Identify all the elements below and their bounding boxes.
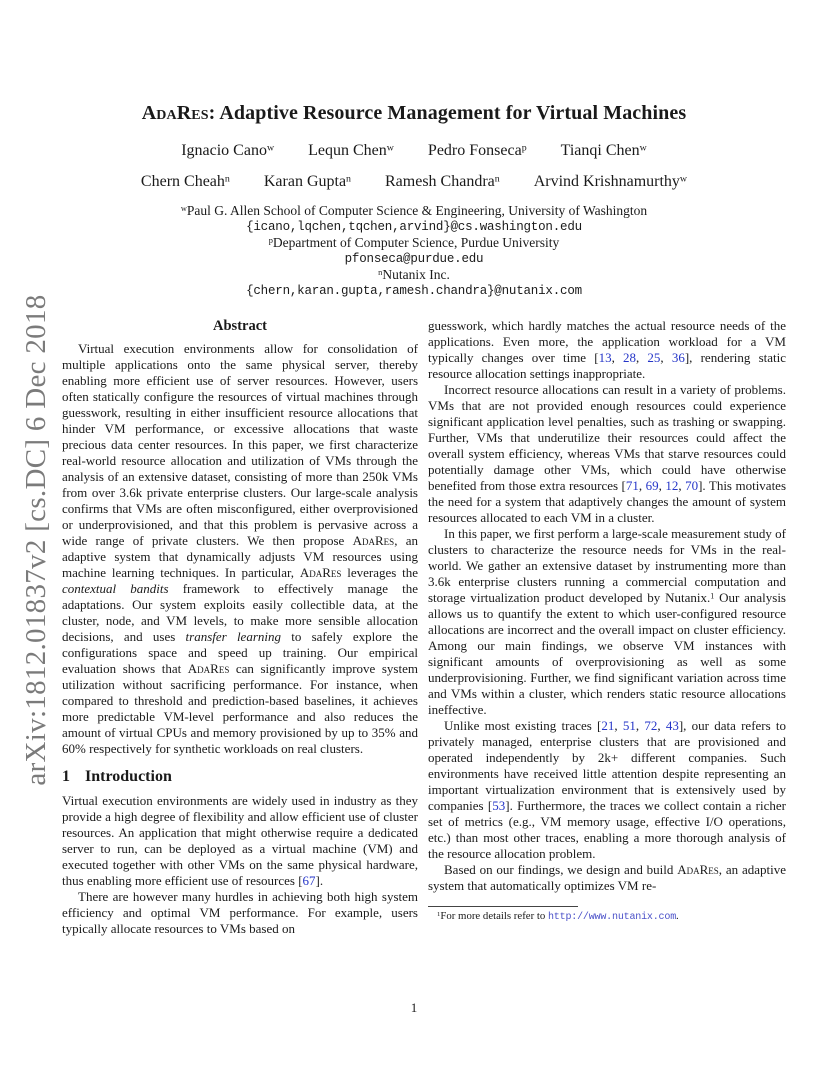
footnote-rule — [428, 906, 578, 907]
paper-header — [52, 0, 776, 299]
citation-link[interactable]: 13 — [598, 350, 612, 365]
body-paragraph: guesswork, which hardly matches the actual resource needs of the applications. Even more, the application workload for a VM typically changes over time [13, 28, 25, 36], rendering static resource allocation settings inappropriate. — [428, 318, 787, 381]
section-heading-introduction — [62, 769, 418, 785]
citation-link[interactable]: 71 — [625, 478, 639, 493]
footnote-url-link[interactable]: http://www.nutanix.com — [547, 912, 677, 923]
citation-link[interactable]: 36 — [671, 350, 685, 365]
intro-paragraph-1: Virtual execution environments are widely used in industry as they provide a high degree of flexibility and allow efficient use of cluster resources. An application that might otherwise require a dedicated server to run, can be deployed as a virtual machine (VM) and executed together with other VMs on the same physical hardware, thus enabling more efficient use of resources [67]. — [62, 793, 418, 888]
author: Ignacio Cano$^w$ — [181, 142, 275, 159]
title-smallcaps: AdaRes — [141, 102, 209, 124]
author: Pedro Fonseca$^p$ — [427, 142, 527, 159]
adares-smallcaps: AdaRes — [677, 862, 719, 877]
footnote-marker[interactable]: 1 — [437, 911, 441, 918]
affiliation-line: $^p$Department of Computer Science, Purdue University — [268, 235, 560, 250]
author: Arvind Krishnamurthy$^w$ — [533, 173, 688, 190]
affiliation-mark: w — [386, 142, 394, 154]
affiliation-line: $^n$Nutanix Inc. — [378, 267, 450, 282]
body-paragraph: Unlike most existing traces [21, 51, 72, 43], our data refers to privately managed, enterprise clusters that are provisioned and operated independently by 2k+ different companies. Such environments have received little attention despite representing an important virtualization environment that is extensively used by companies [53]. Furthermore, the traces we collect contain a richer set of metrics (e.g., VM memory usage, effective I/O operations, etc.) than most other traces, enabling a more thorough analysis of the resource allocation problem. — [428, 718, 787, 861]
arxiv-watermark: arXiv:1812.01837v2 [cs.DC] 6 Dec 2018 — [20, 294, 52, 786]
affiliation-line: $^w$Paul G. Allen School of Computer Science & Engineering, University of Washington — [180, 203, 648, 218]
emphasis-text: transfer learning — [185, 629, 281, 644]
body-paragraph: In this paper, we first perform a large-scale measurement study of clusters to characterize the resource needs for VMs in the real-world. We gather an extensive dataset by instrumenting more than 3.6k enterprise clusters running a commercial computation and storage virtualization product developed by Nutanix.$^1$ Our analysis allows us to quantify the extent to which user-configured resource allocations are incorrect and the overall impact on cluster efficiency. Among our main findings, we observe VM instances with significant amounts of overprovisioning as well as some underprovisioning. Further, we find significant variation across time and VMs within a cluster, which renders static resource allocations ineffective. — [428, 526, 786, 717]
authors-row-1 — [52, 142, 776, 160]
author: Tianqi Chen$^w$ — [560, 142, 647, 159]
affiliation-mark: w — [679, 173, 688, 185]
affiliation-mark: w — [180, 204, 187, 214]
affiliation-mark: n — [346, 173, 351, 185]
adares-smallcaps: AdaRes — [352, 533, 395, 548]
citation-link[interactable]: 28 — [623, 350, 636, 365]
author: Lequn Chen$^w$ — [308, 142, 394, 159]
section-number: 1 — [62, 768, 70, 785]
affiliation-mark: w — [266, 142, 275, 154]
author: Karan Gupta$^n$ — [263, 173, 351, 190]
citation-link[interactable]: 21 — [601, 718, 615, 733]
body-paragraph: Incorrect resource allocations can result in a variety of problems. VMs that are not provided enough resources could experience significant application level penalties, such as trashing or swapping. Further, VMs that underutilize their resources could affect the overall system efficiency, whereas VMs that starve resources could potentially damage other VMs, which could have otherwise benefited from those extra resources [71, 69, 12, 70]. This motivates the need for a system that adaptively changes the amount of system resources allocated to each VM in a cluster. — [428, 382, 787, 525]
emphasis-text: contextual bandits — [62, 581, 169, 596]
citation-link[interactable]: 53 — [492, 798, 506, 813]
affiliation-mark: p — [521, 142, 527, 154]
abstract-paragraph: Virtual execution environments allow for consolidation of multiple applications onto the same physical server, thereby enabling more efficient use of server resources. However, users often statically configure the resources of virtual machines through guesswork, resulting in either insufficient resource allocations that hinder VM performance, or excessive allocations that waste precious data center resources. In this paper, we first characterize real-world resource allocation and utilization of VMs through the analysis of an extensive dataset, consisting of more than 250k VMs from over 3.6k private enterprise clusters. Our large-scale analysis confirms that VMs are often misconfigured, either overprovisioned or underprovisioned, and that this problem is pervasive across a wide range of private clusters. We then propose AdaRes, an adaptive system that dynamically adjusts VM resources using machine learning techniques. In particular, AdaRes leverages the contextual bandits framework to effectively manage the adaptations. Our system exploits easily collectible data, at the cluster, node, and VM levels, to make more sensible allocation decisions, and uses transfer learning to safely explore the configurations space and speed up training. Our empirical evaluation shows that AdaRes can significantly improve system utilization without sacrificing performance. For instance, when compared to threshold and prediction-based baselines, it achieves more predictable VM-level performance and also reduces the amount of virtual CPUs and memory provisioned by up to 35% and 60% respectively for synthetic workloads on real clusters. — [62, 341, 418, 756]
citation-link[interactable]: 70 — [685, 478, 699, 493]
page-number: 1 — [410, 1000, 418, 1015]
author: Chern Cheah$^n$ — [140, 173, 230, 190]
authors-row-2 — [52, 173, 776, 191]
affiliation-mark: w — [639, 142, 647, 154]
adares-smallcaps: AdaRes — [299, 565, 342, 580]
citation-link[interactable]: 67 — [302, 873, 316, 888]
intro-paragraph-2: There are however many hurdles in achieving both high system efficiency and optimal VM performance. For example, users typically allocate resources to VMs based on — [62, 889, 418, 936]
citation-link[interactable]: 72 — [644, 718, 658, 733]
citation-link[interactable]: 12 — [665, 478, 679, 493]
adares-smallcaps: AdaRes — [187, 661, 230, 676]
left-column — [62, 318, 418, 937]
footnote-text: $^1$For more details refer to http://www.nutanix.com. — [437, 910, 679, 923]
footnote-block — [428, 906, 786, 924]
affiliation-email: {icano,lqchen,tqchen,arvind}@cs.washington.edu — [246, 220, 582, 234]
citation-link[interactable]: 69 — [645, 478, 659, 493]
title-rest: : Adaptive Resource Management for Virtual Machines — [208, 102, 687, 124]
abstract-heading: Abstract — [213, 318, 267, 334]
section-title: Introduction — [85, 768, 172, 785]
paper-title — [52, 102, 776, 125]
citation-link[interactable]: 51 — [622, 718, 636, 733]
right-column — [428, 318, 786, 924]
affiliation-mark: p — [268, 236, 273, 246]
affiliation-mark: n — [224, 173, 230, 185]
affiliation-mark: n — [378, 268, 383, 278]
affiliation-mark: n — [494, 173, 500, 185]
footnote-marker[interactable]: 1 — [710, 591, 715, 601]
citation-link[interactable]: 25 — [647, 350, 661, 365]
affiliation-email: {chern,karan.gupta,ramesh.chandra}@nutanix.com — [246, 284, 582, 298]
body-paragraph: Based on our findings, we design and build AdaRes, an adaptive system that automatically optimizes VM re- — [428, 862, 786, 893]
affiliation-email: pfonseca@purdue.edu — [344, 252, 484, 266]
author: Ramesh Chandra$^n$ — [385, 173, 500, 190]
affiliations-block — [52, 203, 776, 299]
citation-link[interactable]: 43 — [665, 718, 679, 733]
